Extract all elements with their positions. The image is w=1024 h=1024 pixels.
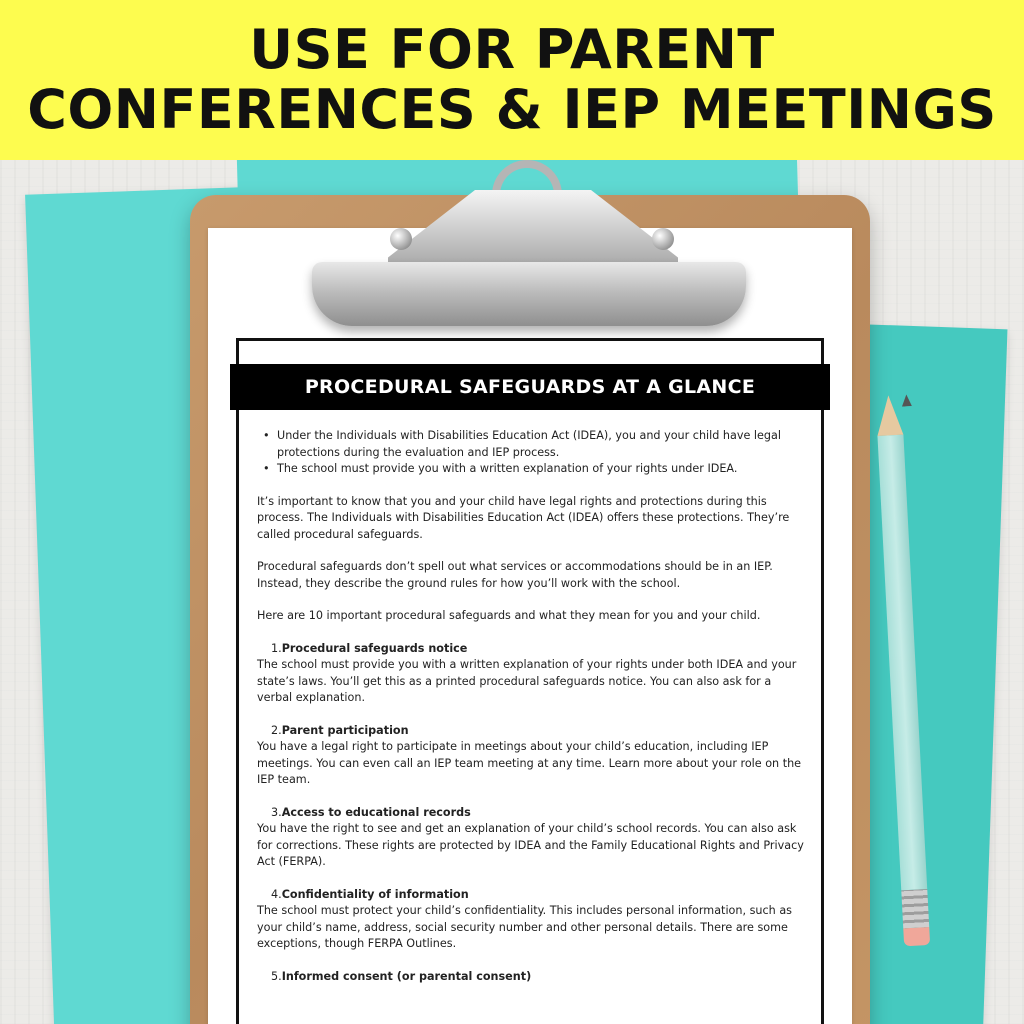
intro-paragraph: It’s important to know that you and your child have legal rights and protections during this process. The Individuals with Disabilities Education Act (IDEA) offers these protections. They’re called procedural safeguards.	[257, 494, 790, 541]
document-content	[257, 428, 807, 985]
section-body: The school must protect your child’s confidentiality. This includes personal information, such as your child’s name, address, social security number and other personal details. There are some exceptions, though FERPA Outlines.	[257, 904, 793, 950]
section-heading-text: Access to educational records	[281, 805, 471, 819]
section-heading	[257, 641, 807, 658]
section-heading	[257, 723, 807, 740]
clip-base	[312, 262, 746, 326]
section-heading-text: Informed consent (or parental consent)	[281, 969, 532, 983]
safeguard-section	[257, 723, 807, 789]
section-number: 4.	[271, 887, 282, 901]
clip-rivet-right	[652, 228, 674, 250]
section-heading-text: Confidentiality of information	[281, 887, 469, 901]
section-body: You have a legal right to participate in meetings about your child’s education, including IEP meetings. You can even call an IEP team meeting at any time. Learn more about your role on the IEP team.	[257, 740, 802, 786]
section-number: 3.	[271, 805, 282, 819]
section-body: You have the right to see and get an explanation of your child’s school records. You can also ask for corrections. These rights are protected by IDEA and the Family Educational Rights and Privacy Act (FERPA).	[257, 822, 804, 868]
section-body: The school must provide you with a written explanation of your rights under both IDEA and your state’s laws. You’ll get this as a printed procedural safeguards notice. You can also ask for a verbal explanation.	[257, 658, 797, 704]
bullet-item: • The school must provide you with a written explanation of your rights under IDEA.	[263, 461, 807, 478]
safeguard-section	[257, 641, 807, 707]
headline-line-2: CONFERENCES & IEP MEETINGS	[27, 78, 997, 141]
clip-rivet-left	[390, 228, 412, 250]
section-heading	[257, 969, 807, 986]
section-number: 1.	[271, 641, 282, 655]
section-number: 2.	[271, 723, 282, 737]
headline-banner	[0, 0, 1024, 160]
pencil-ferrule	[901, 889, 929, 928]
document-title: PROCEDURAL SAFEGUARDS AT A GLANCE	[230, 364, 830, 410]
pencil-eraser	[903, 927, 930, 946]
safeguard-section	[257, 969, 807, 986]
bullet-item: • Under the Individuals with Disabilities Education Act (IDEA), you and your child have legal protections during the evaluation and IEP process.	[263, 428, 807, 461]
section-number: 5.	[271, 969, 282, 983]
intro-paragraph: Procedural safeguards don’t spell out what services or accommodations should be in an IEP. Instead, they describe the ground rules for how you’ll work with the school.	[257, 560, 773, 590]
section-heading	[257, 887, 807, 904]
intro-bullets	[257, 428, 807, 478]
safeguard-section	[257, 805, 807, 871]
section-heading	[257, 805, 807, 822]
pencil-tip	[875, 395, 903, 436]
section-heading-text: Procedural safeguards notice	[281, 641, 468, 655]
section-heading-text: Parent participation	[281, 723, 409, 737]
intro-paragraph: Here are 10 important procedural safeguards and what they mean for you and your child.	[257, 609, 761, 622]
safeguard-section	[257, 887, 807, 953]
headline-line-1: USE FOR PARENT	[249, 18, 775, 81]
